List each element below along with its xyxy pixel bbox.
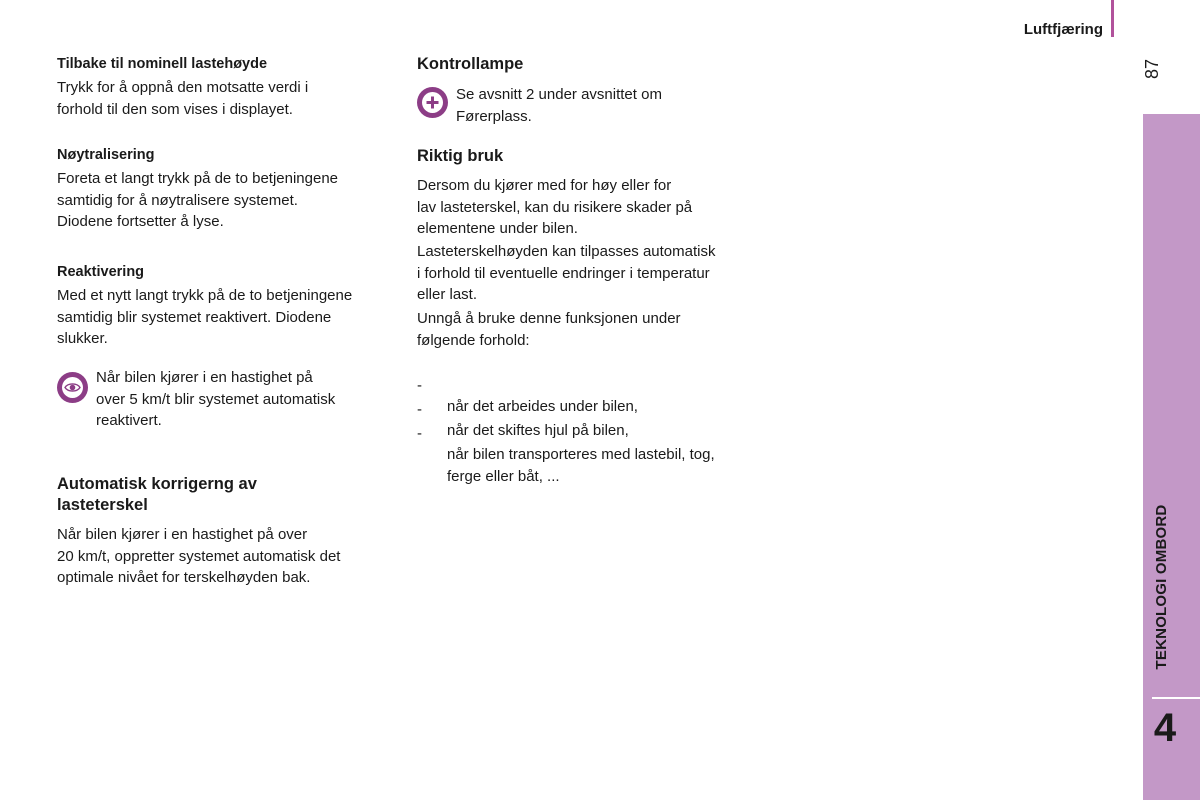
section-body-nominal-height: Trykk for å oppnå den motsatte verdi i forhold til den som vises i displayet. [57,79,309,118]
correct-use-paragraph-2: Lasteterskelhøyden kan tilpasses automatisk i forhold til eventuelle endringer i temperatur eller last. [417,243,716,303]
list-item-text: når det skiftes hjul på bilen, [447,422,629,439]
section-body-reactivation: Med et nytt langt trykk på de to betjeningene samtidig blir systemet reaktivert. Diodene slukker. [57,287,353,347]
section-title-correct-use: Riktig bruk [417,147,504,165]
list-dash: - [417,376,422,394]
section-title-auto-correction: Automatisk korrigerng av lasteterskel [57,475,257,514]
section-title-nominal-height: Tilbake til nominell lastehøyde [57,56,268,72]
correct-use-paragraph-1: Dersom du kjører med for høy eller for lav lasteterskel, kan du risikere skader på elementene under bilen. [417,177,693,237]
list-dash: - [417,400,422,418]
running-header-title: Luftfjæring [1023,21,1103,38]
list-dash: - [417,424,422,442]
note-see-section: Se avsnitt 2 under avsnittet om Førerplass. [456,86,662,125]
section-body-neutralization: Foreta et langt trykk på de to betjeningene samtidig for å nøytralisere systemet. Diodene fortsetter å lyse. [57,170,339,230]
correct-use-paragraph-3: Unngå å bruke denne funksjonen under følgende forhold: [417,310,681,349]
page-number: 87 [1142,58,1162,80]
list-item-text: når det arbeides under bilen, [447,398,638,415]
section-body-auto-correction: Når bilen kjører i en hastighet på over 20 km/t, oppretter systemet automatisk det optimale nivået for terskelhøyden bak. [57,526,341,586]
section-title-warning-lamp: Kontrollampe [417,55,524,73]
chapter-title: TEKNOLOGI OMBORD [1153,504,1170,670]
section-title-reactivation: Reaktivering [57,264,145,280]
chapter-divider [1152,697,1200,699]
list-item-text: når bilen transporteres med lastebil, tog, ferge eller båt, ... [447,446,715,485]
eye-icon [57,372,88,403]
list-item [417,401,767,509]
header-divider [1111,0,1114,37]
section-title-neutralization: Nøytralisering [57,147,155,163]
chapter-number: 4 [1153,706,1177,750]
plus-icon [417,87,448,118]
note-auto-reactivation: Når bilen kjører i en hastighet på over 5 km/t blir systemet automatisk reaktivert. [96,369,336,429]
